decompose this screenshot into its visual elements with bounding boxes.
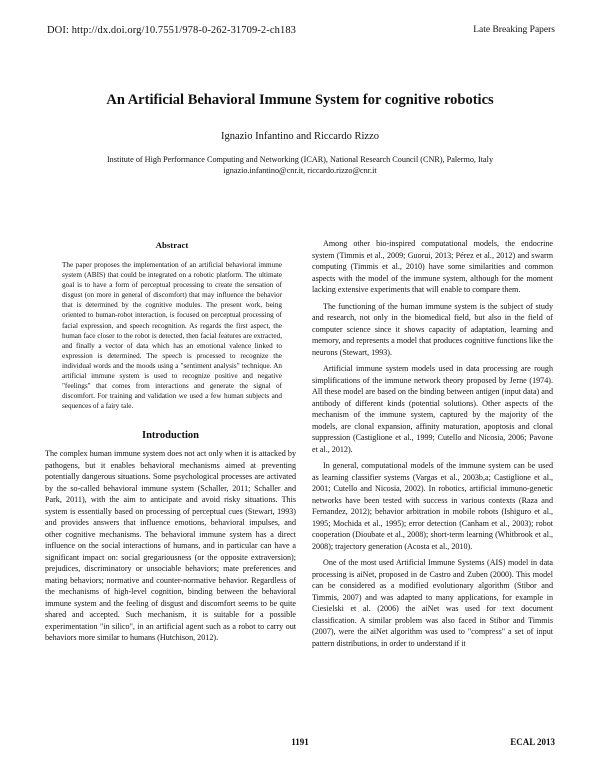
author-emails: ignazio.infantino@cnr.it, riccardo.rizzo@cnr.it: [223, 166, 377, 175]
page-number: 1191: [291, 737, 309, 747]
abstract-body: [62, 260, 282, 411]
body-paragraph: One of the most used Artificial Immune Systems (AIS) model in data processing is aiNet, proposed in de Castro and Zuben (2000). This model can be considered as a modified evolutionary algorithm (Stibor and Timmis, 2007) and was adapted to many applications, for example in Ciesielski et al. (2006) the aiNet was used for text document classification. A similar problem was also faced in Stibor and Timmis (2007), were the aiNet algorithm was used to "compress" a set of input pattern distributions, in order to understand if it: [312, 558, 553, 648]
body-paragraph: In general, computational models of the immune system can be used as learning classifier systems (Vargas et al., 2003b,a; Castiglione et al., 2001; Cutello and Nicosia, 2002). In robotics, artificial immuno-genetic networks have been tested with success in various contexts (Raza and Fernandez, 2012); behavior arbitration in mobile robots (Ishiguro et al., 1995; Mochida et al., 1995); error detection (Canham et al., 2003); robot cooperation (Dioubate et al., 2008); short-term learning (Whitbrook et al., 2008); trajectory generation (Acosta et al., 2010).: [312, 461, 553, 551]
introduction-paragraph: The complex human immune system does not act only when it is attacked by pathogens, but it enables behavioral mechanisms aimed at preventing potentially dangerous situations. Some psychological processes are activated by the so-called behavioral immune system (Schaller, 2011; Schaller and Park, 2011), with the aim to anticipate and avoid risky situations. This system is essentially based on processing of perceptual cues (Stewart, 1993) and provides answers that influence emotions, behavioral impulses, and other cognitive mechanisms. The behavioral immune system has a direct influence on the social interactions of humans, and in particular can have a significant impact on: social gregariousness (or the opposite extraversion); prejudices, discriminatory or unsociable behaviors; mate preferences and mating behaviors; normative and counter-normative behavior. Regardless of the mechanisms of high-level cognition, binding between the behavioral immune system and the feeling of disgust and discomfort seems to be quite shared and accepted. Such mechanism, it is suitable for a possible experimentation "in silico", in an artificial agent such as a robot to carry out behaviors more similar to humans (Hutchison, 2012).: [45, 449, 296, 642]
venue-footer: ECAL 2013: [510, 737, 555, 747]
body-paragraph: Artificial immune system models used in data processing are rough simplifications of the immune network theory proposed by Jerne (1974). All these model are based on the binding between antigen (input data) and antibody of different kinds (potential solutions). Other aspects of the mechanism of the immune system, captured by the majority of the models, are clonal expansion, affinity maturation, apoptosis and clonal suppression (Castiglione et al., 1999; Cutello and Nicosia, 2006; Pavone et al., 2012).: [312, 364, 553, 454]
abstract-text: The paper proposes the implementation of an artificial behavioral immune system (ABIS) that could be integrated on a robotic platform. The ultimate goal is to have a form of perceptual processing to create the sensation of disgust (on more in general of discomfort) that may influence the behavior that is determined by the cognitive modules. The present work, being oriented to human-robot interaction, is focused on perceptual processing of facial expression, and speech recognition. As regards the first aspect, the human face closer to the robot is detected, then facial features are extracted, and finally a vector of data which has an emotional valence linked to expression is determined. The speech is processed to recognize the individual words and the moods using a "sentiment analysis" technique. An artificial immune system is used to recognize positive and negative "feelings" that comes from interactions and generate the signal of discomfort. For training and validation we used a few human subjects and sequences of a fairy tale.: [62, 261, 282, 411]
right-column: [312, 238, 553, 654]
section-header: Late Breaking Papers: [473, 25, 555, 35]
paper-authors: Ignazio Infantino and Riccardo Rizzo: [220, 131, 380, 142]
affiliation-block: [0, 154, 600, 176]
affiliation: Institute of High Performance Computing and Networking (ICAR), National Research Council (CNR), Palermo, Italy: [106, 155, 494, 164]
doi-header: DOI: http://dx.doi.org/10.7551/978-0-262-31709-2-ch183: [47, 25, 297, 36]
paper-title: An Artificial Behavioral Immune System for cognitive robotics: [106, 92, 494, 108]
body-paragraph: The functioning of the human immune system is the subject of study and research, not only in the biomedical field, but also in the field of computer science since it shows capacity of adaptation, learning and memory, and represents a model that produces cognitive functions like the neurons (Stewart, 1993).: [312, 301, 553, 357]
introduction-heading: Introduction: [142, 430, 199, 441]
introduction-body: [45, 448, 296, 644]
body-paragraph: Among other bio-inspired computational models, the endocrine system (Timmis et al., 2009; Guorui, 2013; Pérez et al., 2012) and swarm computing (Timmis et al., 2010) have some similarities and common aspects with the model of the immune system, although for the moment lacking extensive experiments that will enable to compare them.: [312, 239, 553, 294]
abstract-heading: Abstract: [155, 240, 189, 250]
